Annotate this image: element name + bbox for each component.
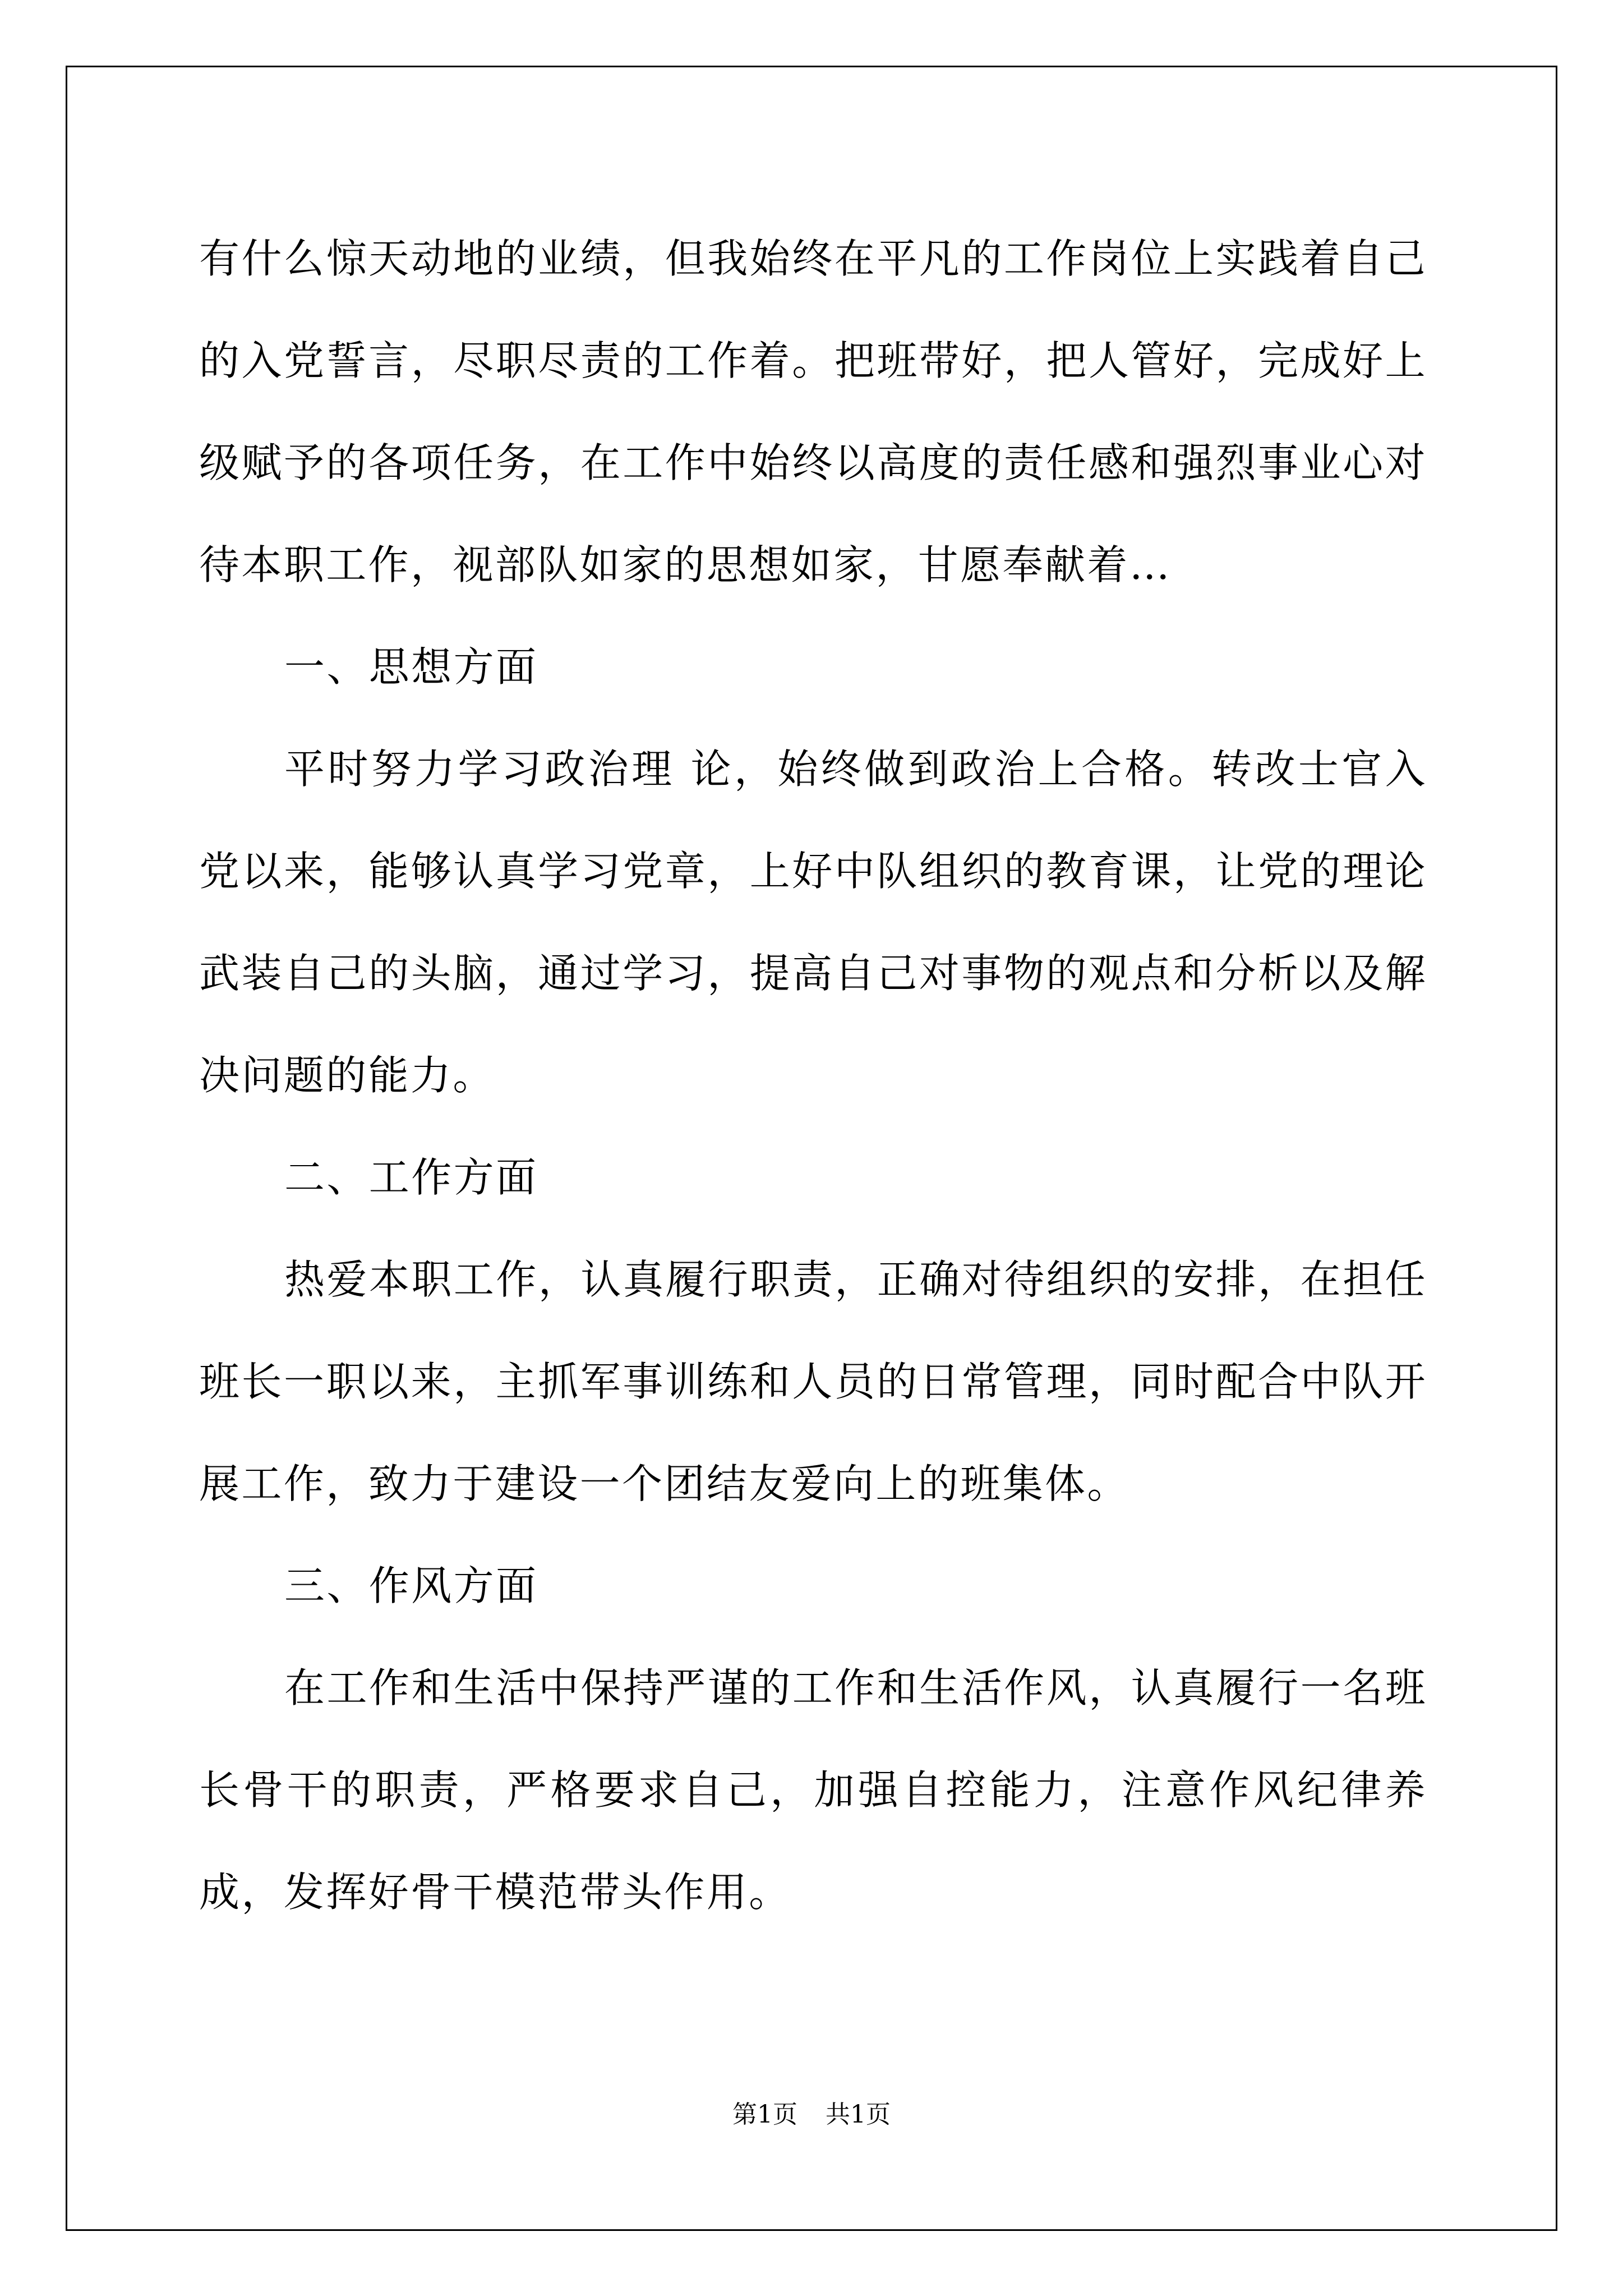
section-heading-style: 三、作风方面 [284,1562,538,1609]
page-footer [0,2098,1623,2132]
paragraph-intro: 有什么惊天动地的业绩，但我始终在平凡的工作岗位上实践着自己的入党誓言，尽职尽责的工作着。把班带好，把人管好，完成好上级赋予的各项任务，在工作中始终以高度的责任感和强烈事业心对待本职工作，视部队如家的思想如家，甘愿奉献着… [199,235,1427,588]
page-number-total: 共1页 [826,2100,891,2129]
section-heading-thought: 一、思想方面 [284,643,538,691]
section-heading-work: 二、工作方面 [284,1154,538,1201]
document-body [199,208,1427,1943]
paragraph-work: 热爱本职工作，认真履行职责，正确对待组织的安排，在担任班长一职以来，主抓军事训练和人员的日常管理，同时配合中队开展工作，致力于建设一个团结友爱向上的班集体。 [199,1256,1427,1507]
paragraph-style: 在工作和生活中保持严谨的工作和生活作风，认真履行一名班长骨干的职责，严格要求自己，加强自控能力，注意作风纪律养成，发挥好骨干模范带头作用。 [199,1664,1427,1916]
paragraph-thought: 平时努力学习政治理 论，始终做到政治上合格。转改士官入党以来，能够认真学习党章，上好中队组织的教育课，让党的理论武装自己的头脑，通过学习，提高自己对事物的观点和分析以及解决问题的能力。 [199,746,1427,1099]
page-number-current: 第1页 [732,2100,797,2129]
